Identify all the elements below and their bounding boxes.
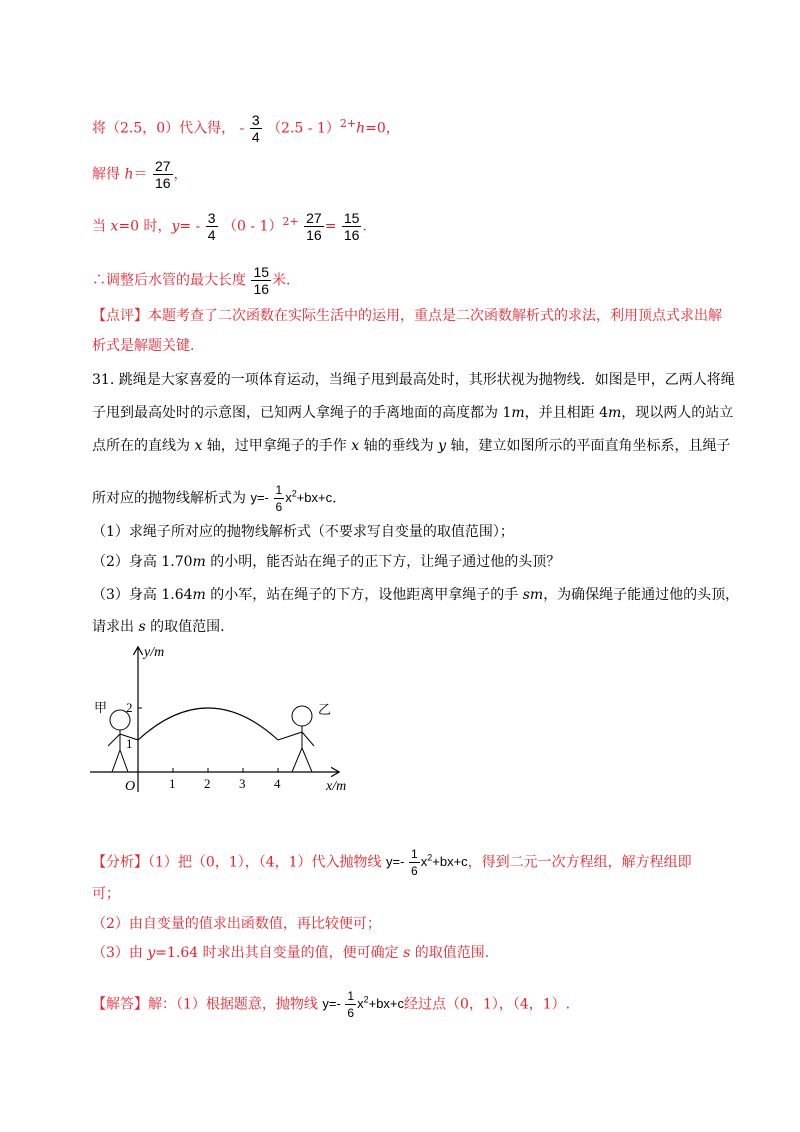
text: 所对应的抛物线解析式为 <box>92 490 246 507</box>
parabola-formula <box>386 846 468 879</box>
tick-label-x3: 3 <box>239 776 246 791</box>
formula-x: x <box>285 489 292 505</box>
text: 的小明，能否站在绳子的正下方，让绳子通过他的头顶？ <box>205 554 561 570</box>
text: 将（2.5，0）代入得， <box>92 120 236 137</box>
text: =1.64 时求出其自变量的值，便可确定 <box>155 945 404 961</box>
denominator: 6 <box>275 500 283 514</box>
text: 的取值范围. <box>410 945 490 961</box>
var-y: y <box>147 945 156 961</box>
question-2 <box>92 552 560 572</box>
formula-power: 2 <box>291 488 297 499</box>
numerator: 15 <box>343 210 360 226</box>
text: 轴，建立如图所示的平面直角坐标系，且绳子 <box>446 438 731 454</box>
person-left-label: 甲 <box>94 700 108 715</box>
numerator: 15 <box>253 264 270 280</box>
problem-line-3 <box>92 436 730 456</box>
var-sm: sm <box>522 587 544 603</box>
analysis-line-4 <box>92 943 489 963</box>
text: 当 <box>92 218 111 235</box>
var-y: y <box>438 438 446 454</box>
fraction-27-16 <box>153 158 173 191</box>
formula-lhs: y=- <box>322 995 341 1011</box>
numerator: 3 <box>207 210 216 226</box>
text: 的取值范围. <box>145 619 225 635</box>
solution-line-x0 <box>92 210 367 243</box>
review-line-1: 【点评】本题考查了二次函数在实际生活中的运用，重点是二次函数解析式的求法，利用顶点式求出解 <box>92 308 722 324</box>
formula-power: 2 <box>427 852 433 863</box>
text: ，为确保绳子能通过他的头顶， <box>543 587 740 603</box>
y-axis-label: y/m <box>144 645 165 660</box>
formula-fraction <box>345 988 356 1021</box>
formula-x: x <box>357 995 364 1011</box>
text: ， <box>173 166 188 183</box>
text: 解得 <box>92 166 125 183</box>
formula-rest: +bx+c <box>368 995 405 1011</box>
var-x: x <box>351 438 360 454</box>
formula-lhs: y=- <box>250 489 269 505</box>
analysis-line-1 <box>92 846 692 879</box>
rope-parabola <box>138 708 278 740</box>
parabola-formula <box>322 988 404 1021</box>
formula-rest: +bx+c <box>432 853 468 869</box>
numerator: 1 <box>411 847 418 861</box>
text: = - <box>179 218 201 235</box>
jump-rope-figure <box>80 642 380 802</box>
denominator: 16 <box>306 227 322 243</box>
text: ∴调整后水管的最大长度 <box>92 272 246 289</box>
unit-m: m <box>511 405 525 421</box>
solution-line-h <box>92 158 188 191</box>
fraction-27-16 <box>304 210 324 243</box>
parabola-formula <box>250 482 332 515</box>
solution-line-substitute <box>92 112 400 145</box>
question-3-cont <box>92 617 225 637</box>
power: 2+ <box>339 116 357 130</box>
person-left-figure <box>108 710 138 772</box>
text: . <box>332 490 337 507</box>
text: 子甩到最高处时的示意图，已知两人拿绳子的手离地面的高度都为 1 <box>92 405 512 421</box>
text: 【分析】（1）把（0，1），（4，1）代入抛物线 <box>92 854 382 871</box>
text: （3）身高 1.64 <box>92 587 193 603</box>
denominator: 4 <box>207 227 216 243</box>
tick-label-y1: 1 <box>126 736 133 751</box>
text: 请求出 <box>92 619 139 635</box>
text: （2）身高 1.70 <box>92 554 193 570</box>
numerator: 3 <box>251 112 260 128</box>
var-s: s <box>403 945 411 961</box>
denominator: 16 <box>253 281 270 297</box>
denominator: 16 <box>154 175 171 191</box>
fraction-3-4 <box>206 210 218 243</box>
denominator: 6 <box>411 864 418 878</box>
text: 经过点（0，1），（4，1）. <box>404 996 571 1013</box>
text: 米. <box>272 272 291 289</box>
var-x: x <box>194 438 203 454</box>
var-s: s <box>138 619 146 635</box>
problem-number: 31. <box>92 372 115 388</box>
unit-m: m <box>192 554 206 570</box>
formula-x: x <box>420 853 428 869</box>
text: 跳绳是大家喜爱的一项体育运动，当绳子甩到最高处时，其形状视为抛物线．如图是甲，乙两人将绳 <box>118 372 735 388</box>
formula-rest: +bx+c <box>296 489 333 505</box>
problem-line-2 <box>92 403 733 423</box>
text: =0 时， <box>118 218 172 235</box>
numerator: 27 <box>306 210 322 226</box>
denominator: 4 <box>251 129 260 145</box>
question-3 <box>92 585 739 605</box>
var-h: h <box>356 120 366 137</box>
text: ，得到二元一次方程组，解方程组即 <box>467 854 692 871</box>
var-x: x <box>110 218 119 235</box>
analysis-line-2: 可； <box>92 886 120 902</box>
fraction-15-16 <box>251 264 271 297</box>
tick-label-x4: 4 <box>274 776 281 791</box>
text: ＝ <box>133 166 148 183</box>
text: = <box>324 218 337 235</box>
problem-line-1 <box>92 370 735 390</box>
person-right-label: 乙 <box>318 702 332 717</box>
text: （0 - 1） <box>223 218 283 235</box>
minus-sign: - <box>239 120 245 137</box>
numerator: 1 <box>275 483 283 497</box>
text: 【解答】解：（1）根据题意，抛物线 <box>92 996 318 1013</box>
tick-label-y2: 2 <box>126 700 133 715</box>
formula-fraction <box>409 846 420 879</box>
text: ，并且相距 4 <box>524 405 608 421</box>
question-1: （1）求绳子所对应的抛物线解析式（不要求写自变量的取值范围）； <box>92 524 514 540</box>
text: ，现以两人的站立 <box>621 405 734 421</box>
solution-line-conclusion <box>92 264 290 297</box>
review-line-2: 析式是解题关键. <box>92 338 195 354</box>
origin-label: O <box>125 779 136 794</box>
formula-power: 2 <box>363 994 369 1005</box>
text: 的小军，站在绳子的下方，设他距离甲拿绳子的手 <box>205 587 523 603</box>
fraction-15-16 <box>342 210 362 243</box>
numerator: 27 <box>154 158 171 174</box>
analysis-line-3: （2）由自变量的值求出函数值，再比较便可； <box>92 916 381 932</box>
text: 点所在的直线为 <box>92 438 195 454</box>
problem-line-4 <box>92 482 337 515</box>
tick-label-x1: 1 <box>169 776 176 791</box>
text: 轴，过甲拿绳子的手作 <box>202 438 352 454</box>
denominator: 6 <box>347 1006 355 1020</box>
numerator: 1 <box>347 989 355 1003</box>
var-h: h <box>124 166 134 183</box>
solution-line-1 <box>92 988 570 1021</box>
text: （3）由 <box>92 945 148 961</box>
formula-lhs: y=- <box>386 853 405 869</box>
text: =0， <box>365 120 400 137</box>
x-axis-label: x/m <box>326 779 347 794</box>
unit-m: m <box>608 405 622 421</box>
tick-label-x2: 2 <box>204 776 211 791</box>
power: 2+ <box>282 214 299 228</box>
text: . <box>362 218 367 235</box>
unit-m: m <box>192 587 206 603</box>
formula-fraction <box>274 482 285 515</box>
text: （2.5 - 1） <box>267 120 340 137</box>
text: 轴的垂线为 <box>359 438 439 454</box>
var-y: y <box>171 218 180 235</box>
denominator: 16 <box>343 227 360 243</box>
fraction-3-4 <box>250 112 262 145</box>
person-right-figure <box>278 706 314 772</box>
